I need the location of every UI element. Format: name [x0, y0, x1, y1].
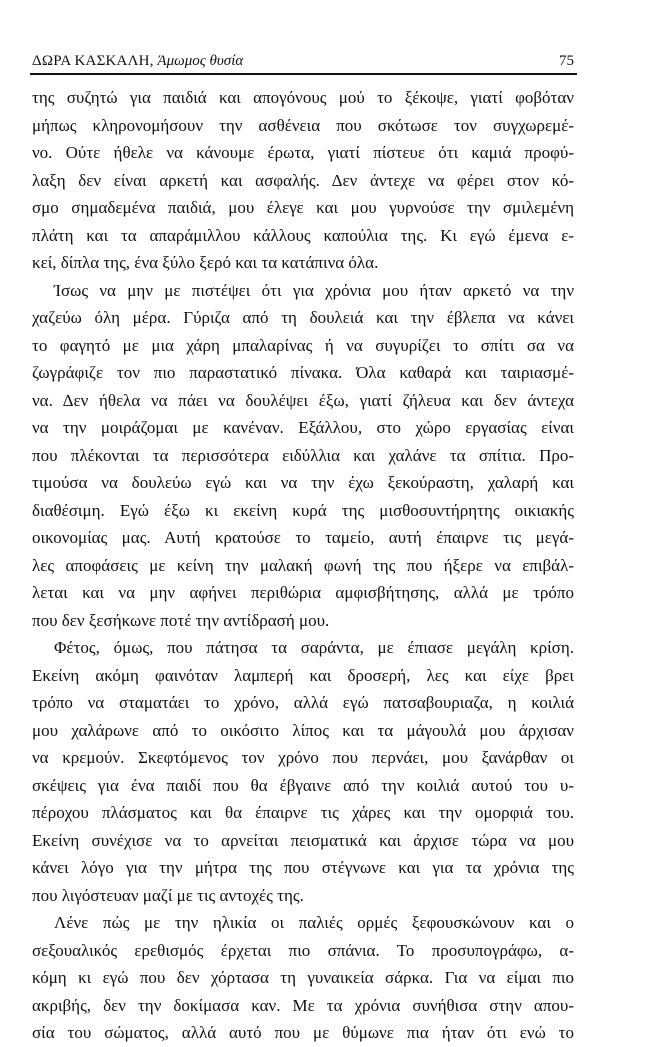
text-line: ζωγράφιζε τον πιο παραστατικό πίνακα. Όλα καθαρά και ταιριασμέ- — [32, 363, 574, 382]
header-rule — [30, 73, 577, 75]
text-line: μήπως κληρονομήσουν την ασθένεια που σκότωσε τον συγχωρεμέ- — [32, 115, 574, 135]
text-line: κόμη κι εγώ που δεν χόρτασα τη γυναικεία σάρκα. Για να είμαι πιο — [32, 968, 574, 987]
text-line: ακριβής, δεν την δοκίμασα καν. Με τα χρόνια συνήθισα στην απου- — [32, 995, 574, 1015]
text-line: κάνει λόγο για την μήτρα της που στέγνωνε και για τα χρόνια της — [32, 858, 574, 877]
text-line: τιμούσα να δουλεύω εγώ και να την έχω ξεκούραστη, χαλαρή και — [32, 473, 574, 492]
text-line: σεξουαλικός ερεθισμός έρχεται πιο σπάνια. Το προσυπογράφω, α- — [32, 940, 574, 960]
text-line: οικονομίας μας. Αυτή κρατούσε το ταμείο, αυτή έπαιρνε τις μεγά- — [32, 528, 574, 547]
text-line: να κρεμούν. Σκεφτόμενος τον χρόνο που περνάει, μου ξανάρθαν οι — [32, 748, 574, 767]
text-line: λες αποφάσεις με κείνη την μαλακή φωνή της που ήξερε να επιβάλ- — [32, 555, 574, 575]
text-line: λαξη δεν είναι αρκετή και ασφαλής. Δεν άντεχε να φέρει στον κό- — [32, 170, 574, 190]
text-line: το φαγητό με μια χάρη μπαλαρίνας ή να συγυρίζει το σπίτι σα να — [32, 335, 574, 355]
text-line: που λιγόστευαν μαζί με τις αντοχές της. — [32, 885, 304, 905]
text-line: να. Δεν ήθελα να πάει να δουλέψει έξω, γιατί ζήλευα και δεν άντεχα — [32, 390, 574, 410]
text-line: νο. Ούτε ήθελε να κάνουμε έρωτα, γιατί πίστευε ότι καμιά προφύ- — [32, 143, 574, 162]
text-line: τρόπο να σταματάει το χρόνο, αλλά εγώ πατσαβουριαζα, η κοιλιά — [32, 693, 574, 712]
text-line: χαζεύω όλη μέρα. Γύριζα από τη δουλειά και την έβλεπα να κάνει — [32, 308, 574, 327]
text-line: κεί, δίπλα της, ένα ξύλο ξερό και τα κατάπινα όλα. — [32, 253, 379, 272]
text-line: Εκείνη ακόμη φαινόταν λαμπερή και δροσερή, λες και είχε βρει — [32, 665, 574, 685]
text-line: σμο σημαδεμένα παιδιά, μου έλεγε και μου γυρνούσε την σμιλεμένη — [32, 198, 574, 217]
text-line: που δεν ξεσήκωνε ποτέ την αντίδρασή μου. — [32, 610, 330, 630]
book-title: Άμωμος θυσία — [157, 53, 244, 69]
text-line: διαθέσιμη. Εγώ έξω κι εκείνη κυρά της μισθοσυντήρητης οικιακής — [32, 500, 574, 520]
text-line: Λένε πώς με την ηλικία οι παλιές ορμές ξεφουσκώνουν και ο — [54, 913, 574, 932]
text-line: σκέψεις για ένα παιδί που θα έβγαινε από την κοιλιά αυτού του υ- — [32, 775, 574, 795]
text-line: Φέτος, όμως, που πάτησα τα σαράντα, με έπιασε μεγάλη κρίση. — [54, 638, 574, 657]
text-line: να την μοιράζομαι με κανέναν. Εξάλλου, στο χώρο εργασίας είναι — [32, 418, 574, 437]
text-line: της συζητώ για παιδιά και απογόνους μού το ξέκοψε, γιατί φοβόταν — [32, 88, 574, 107]
running-head — [32, 50, 576, 72]
text-line: Ίσως να μην με πιστέψει ότι για χρόνια μου ήταν αρκετό να την — [54, 280, 574, 300]
text-line: Εκείνη συνέχισε να το αρνείται πεισματικά και άρχισε τώρα να μου — [32, 830, 574, 850]
text-line: λεται και να μην αφήνει περιθώρια αμφισβήτησης, αλλά με τρόπο — [32, 583, 574, 602]
author-name: ΔΩΡΑ ΚΑΣΚΑΛΗ, — [32, 53, 154, 69]
body-text — [32, 84, 574, 1047]
text-line: μου χαλάρωνε από το οικόσιτο λίπος και τα μάγουλά μου άρχισαν — [32, 720, 574, 740]
text-line: που πλέκονται τα περισσότερα ειδύλλια και χαλάνε τα σπίτια. Προ- — [32, 445, 574, 465]
text-line: πέροχου πλάσματος και θα έπαιρνε τις χάρες και την ομορφιά του. — [32, 803, 574, 822]
text-line: πλάτη και τα απαράμιλλου κάλλους καπούλια της. Κι εγώ έμενα ε- — [32, 225, 574, 245]
text-line: σία του σώματος, αλλά αυτό που με θύμωνε πια ήταν ότι ενώ το — [32, 1023, 574, 1042]
page-number: 75 — [559, 53, 574, 69]
